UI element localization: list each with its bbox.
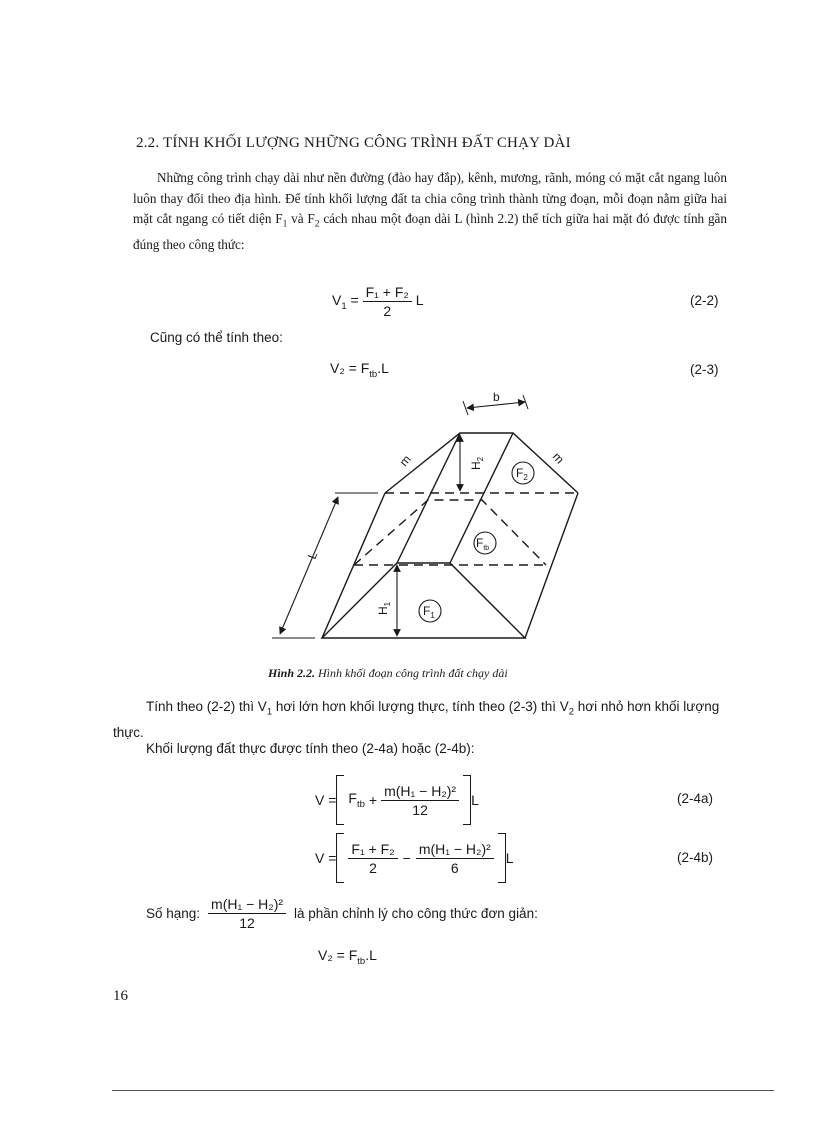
intro-text-c: cách nhau một đoạn dài L (hình 2.2) thể tích giữa hai mặt đó được tính gần đúng theo công thức: [133,211,728,253]
label-F1: $F_1$ [423,604,435,620]
intro-text-a: Những công trình chạy dài như nền đường (đào hay đắp), kênh, mương, rãnh, móng có mặt cắt ngang luôn luôn thay đổi theo địa hình. Để tính khối lượng đất ta chia công trình thành từng đoạn, mỗi đoạn nằm giữa hai mặt cắt ngang có tiết diện F [133,170,727,226]
eqlast-sub: tb [357,955,366,967]
sub-f2: 2 [314,219,320,230]
label-L: L [304,549,321,562]
actual-volume-line: Khối lượng đất thực được tính theo (2-4a) hoặc (2-4b): [146,741,475,756]
edge-right [525,493,578,638]
eq22-numerator: F₁ + F₂ [363,283,412,302]
eq24a-plus: + [368,792,378,808]
para2-a: Tính theo (2-2) thì V [146,699,267,714]
eq23-text: V₂ = F [330,360,370,376]
sohang-fraction [208,895,286,932]
para2-sub1: 1 [266,706,273,718]
bottom-trapezoid [322,563,525,638]
eq24b-num1: F₁ + F₂ [348,840,397,859]
eq22-label: (2-2) [690,293,719,308]
para2-c: hơi nhỏ hơn khối lượng thực. [113,699,720,740]
sohang-rest: là phần chỉnh lý cho công thức đơn giản: [294,906,538,921]
edge-inner-left [397,433,460,563]
label-Ftb: $F_{tb}$ [476,536,490,552]
correction-term-line [146,895,538,932]
eq22-lhs-sub: 1 [341,301,347,312]
caption-bold: Hình 2.2. [268,666,316,680]
para2-b: hơi lớn hơn khối lượng thực, tính theo (2-3) thì V [272,699,569,714]
sohang-label: Số hạng: [146,906,201,921]
eq22-lhs: V [332,292,342,309]
eq22-tail: L [415,292,424,309]
eq23-label: (2-3) [690,362,719,377]
eq24b-label: (2-4b) [677,850,714,865]
eq23-sub: tb [369,368,378,380]
label-H1: $H_1$ [376,601,392,615]
equation-2-3 [330,360,389,380]
label-m-left: m [396,452,414,469]
mid-section-dashed [354,500,546,565]
eq24b-minus: − [402,850,411,866]
equation-2-2: $V_1$ = $\frac{\text{F₁ + F₂}}{2}$ L [332,284,424,319]
equation-final [318,947,377,967]
eq22-denominator: 2 [383,303,392,319]
caption-text: Hình khối đoạn công trình đất chạy dài [315,666,508,680]
eq24b-den2: 6 [450,859,459,876]
L-dimension-arrow [280,497,338,634]
label-H2: $H_2$ [469,456,485,470]
eq24b-tail: L [505,850,514,866]
para2-sub2: 2 [568,706,575,718]
eq24a-numerator: m(H₁ − H₂)² [381,782,459,801]
eq22-fraction [363,283,412,320]
eq24a-tail: L [471,792,479,808]
label-b: b [493,390,500,404]
eq24b-fraction-1 [348,840,397,877]
figure-caption [268,666,508,681]
intro-text-b: và F [287,211,315,226]
label-F2: $F_2$ [516,466,528,482]
eq24a-denominator: 12 [412,801,428,818]
sohang-denominator: 12 [239,915,255,931]
eq24b-den1: 2 [369,859,377,876]
eqlast-text: V₂ = F [318,947,358,963]
equation-2-4b [315,833,514,883]
eq24a-ftb: $F_{tb}$ [348,790,365,810]
comparison-paragraph [113,697,723,743]
equation-2-4a [315,775,479,825]
eq24b-fraction-2 [416,840,494,877]
eq23-tail: .L [377,360,389,376]
page-number: 16 [113,988,128,1004]
eq24b-lhs: V = [315,850,337,866]
sub-f1: 1 [282,219,288,230]
bottom-rule [112,1090,774,1091]
section-heading: 2.2. TÍNH KHỐI LƯỢNG NHỮNG CÔNG TRÌNH ĐẤT CHẠY DÀI [136,135,571,151]
eq24a-lhs: V = [315,792,337,808]
label-m-right: m [549,449,567,467]
eq24a-fraction [381,782,459,819]
sohang-numerator: m(H₁ − H₂)² [208,895,286,914]
eq24b-num2: m(H₁ − H₂)² [416,840,494,859]
eqlast-tail: .L [365,947,377,963]
earthwork-figure [260,385,600,650]
eq24a-label: (2-4a) [677,791,714,806]
intro-paragraph [133,168,727,256]
also-line: Cũng có thể tính theo: [150,330,283,345]
